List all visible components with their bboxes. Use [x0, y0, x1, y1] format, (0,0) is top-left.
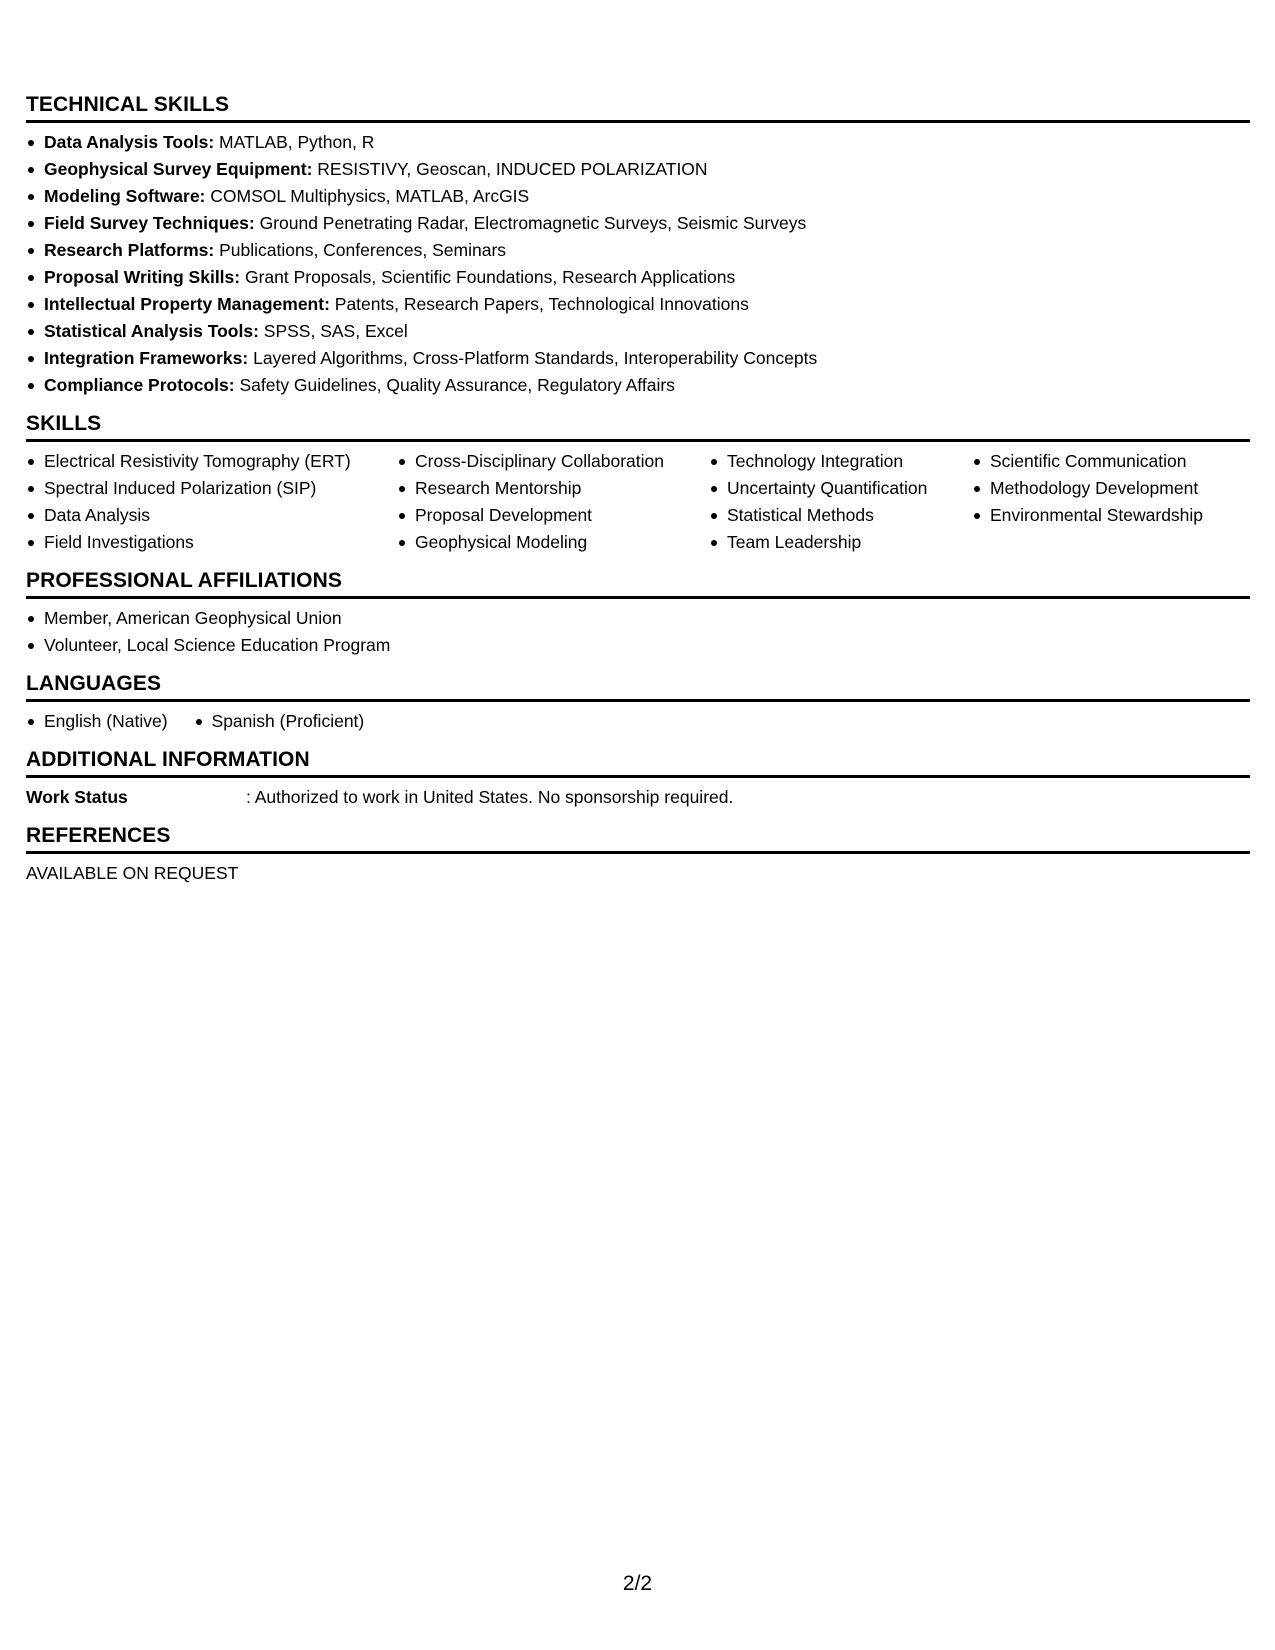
skill-category-value: Publications, Conferences, Seminars: [214, 240, 507, 260]
list-item: [44, 264, 1250, 291]
skill-category-label: Proposal Writing Skills:: [44, 267, 241, 287]
skill-category-label: Field Survey Techniques:: [44, 213, 255, 233]
skill-category-value: Layered Algorithms, Cross-Platform Standards, Interoperability Concepts: [248, 348, 818, 368]
section-divider: [26, 120, 1250, 123]
skills-section: [26, 411, 1250, 556]
references-section: [26, 823, 1250, 887]
skill-category-value: Safety Guidelines, Quality Assurance, Regulatory Affairs: [234, 375, 675, 395]
list-item: [44, 237, 1250, 264]
section-divider: [26, 596, 1250, 599]
list-item: Volunteer, Local Science Education Program: [44, 632, 1250, 659]
section-divider: [26, 851, 1250, 854]
affiliations-list: [26, 605, 1250, 659]
additional-info-section: [26, 747, 1250, 811]
list-item: Statistical Methods: [727, 502, 972, 529]
skills-column-1: [26, 448, 397, 556]
list-item: Spectral Induced Polarization (SIP): [44, 475, 397, 502]
list-item: Technology Integration: [727, 448, 972, 475]
section-title-languages: LANGUAGES: [26, 672, 162, 695]
section-title-technical-skills: TECHNICAL SKILLS: [26, 93, 230, 116]
list-item: English (Native): [44, 708, 168, 735]
languages-section: [26, 671, 1250, 735]
section-divider: [26, 439, 1250, 442]
skill-category-label: Integration Frameworks:: [44, 348, 249, 368]
skills-grid: [26, 448, 1250, 556]
section-title-references: REFERENCES: [26, 824, 171, 847]
list-item: [44, 183, 1250, 210]
skill-category-label: Modeling Software:: [44, 186, 206, 206]
work-status-value: : Authorized to work in United States. No sponsorship required.: [246, 787, 734, 807]
list-item: Uncertainty Quantification: [727, 475, 972, 502]
skill-category-value: RESISTIVY, Geoscan, INDUCED POLARIZATION: [312, 159, 708, 179]
list-item: Data Analysis: [44, 502, 397, 529]
section-divider: [26, 775, 1250, 778]
references-text: AVAILABLE ON REQUEST: [26, 863, 239, 883]
work-status-row: [26, 784, 1250, 811]
skill-category-label: Data Analysis Tools:: [44, 132, 215, 152]
list-item: Electrical Resistivity Tomography (ERT): [44, 448, 397, 475]
list-item: Geophysical Modeling: [415, 529, 709, 556]
skill-category-label: Statistical Analysis Tools:: [44, 321, 259, 341]
skills-column-3: [709, 448, 972, 556]
skill-category-label: Geophysical Survey Equipment:: [44, 159, 313, 179]
list-item: Member, American Geophysical Union: [44, 605, 1250, 632]
section-title-affiliations: PROFESSIONAL AFFILIATIONS: [26, 569, 342, 592]
skill-category-label: Compliance Protocols:: [44, 375, 235, 395]
technical-skills-section: [26, 92, 1250, 399]
skill-category-value: COMSOL Multiphysics, MATLAB, ArcGIS: [205, 186, 530, 206]
section-title-skills: SKILLS: [26, 412, 102, 435]
list-item: Methodology Development: [990, 475, 1250, 502]
list-item: Proposal Development: [415, 502, 709, 529]
skill-category-value: SPSS, SAS, Excel: [258, 321, 408, 341]
skill-category-label: Research Platforms:: [44, 240, 215, 260]
section-divider: [26, 699, 1250, 702]
skill-category-value: Grant Proposals, Scientific Foundations, Research Applications: [240, 267, 736, 287]
skills-column-2: [397, 448, 709, 556]
work-status-label: Work Status: [26, 787, 128, 807]
list-item: Scientific Communication: [990, 448, 1250, 475]
list-item: Team Leadership: [727, 529, 972, 556]
skill-category-value: Patents, Research Papers, Technological Innovations: [329, 294, 749, 314]
list-item: [44, 156, 1250, 183]
list-item: [44, 291, 1250, 318]
resume-page: [26, 92, 1250, 899]
skill-category-label: Intellectual Property Management:: [44, 294, 330, 314]
list-item: [44, 345, 1250, 372]
list-item: Field Investigations: [44, 529, 397, 556]
list-item: [44, 129, 1250, 156]
list-item: Research Mentorship: [415, 475, 709, 502]
skills-column-4: [972, 448, 1250, 556]
list-item: [44, 372, 1250, 399]
affiliations-section: [26, 568, 1250, 659]
list-item: Spanish (Proficient): [212, 708, 365, 735]
list-item: Cross-Disciplinary Collaboration: [415, 448, 709, 475]
technical-skills-list: [26, 129, 1250, 399]
list-item: Environmental Stewardship: [990, 502, 1250, 529]
list-item: [44, 318, 1250, 345]
page-number: 2/2: [622, 1572, 653, 1595]
section-title-additional-info: ADDITIONAL INFORMATION: [26, 748, 310, 771]
languages-list: [26, 708, 1250, 735]
skill-category-value: MATLAB, Python, R: [214, 132, 375, 152]
list-item: [44, 210, 1250, 237]
skill-category-value: Ground Penetrating Radar, Electromagnetic Surveys, Seismic Surveys: [254, 213, 807, 233]
